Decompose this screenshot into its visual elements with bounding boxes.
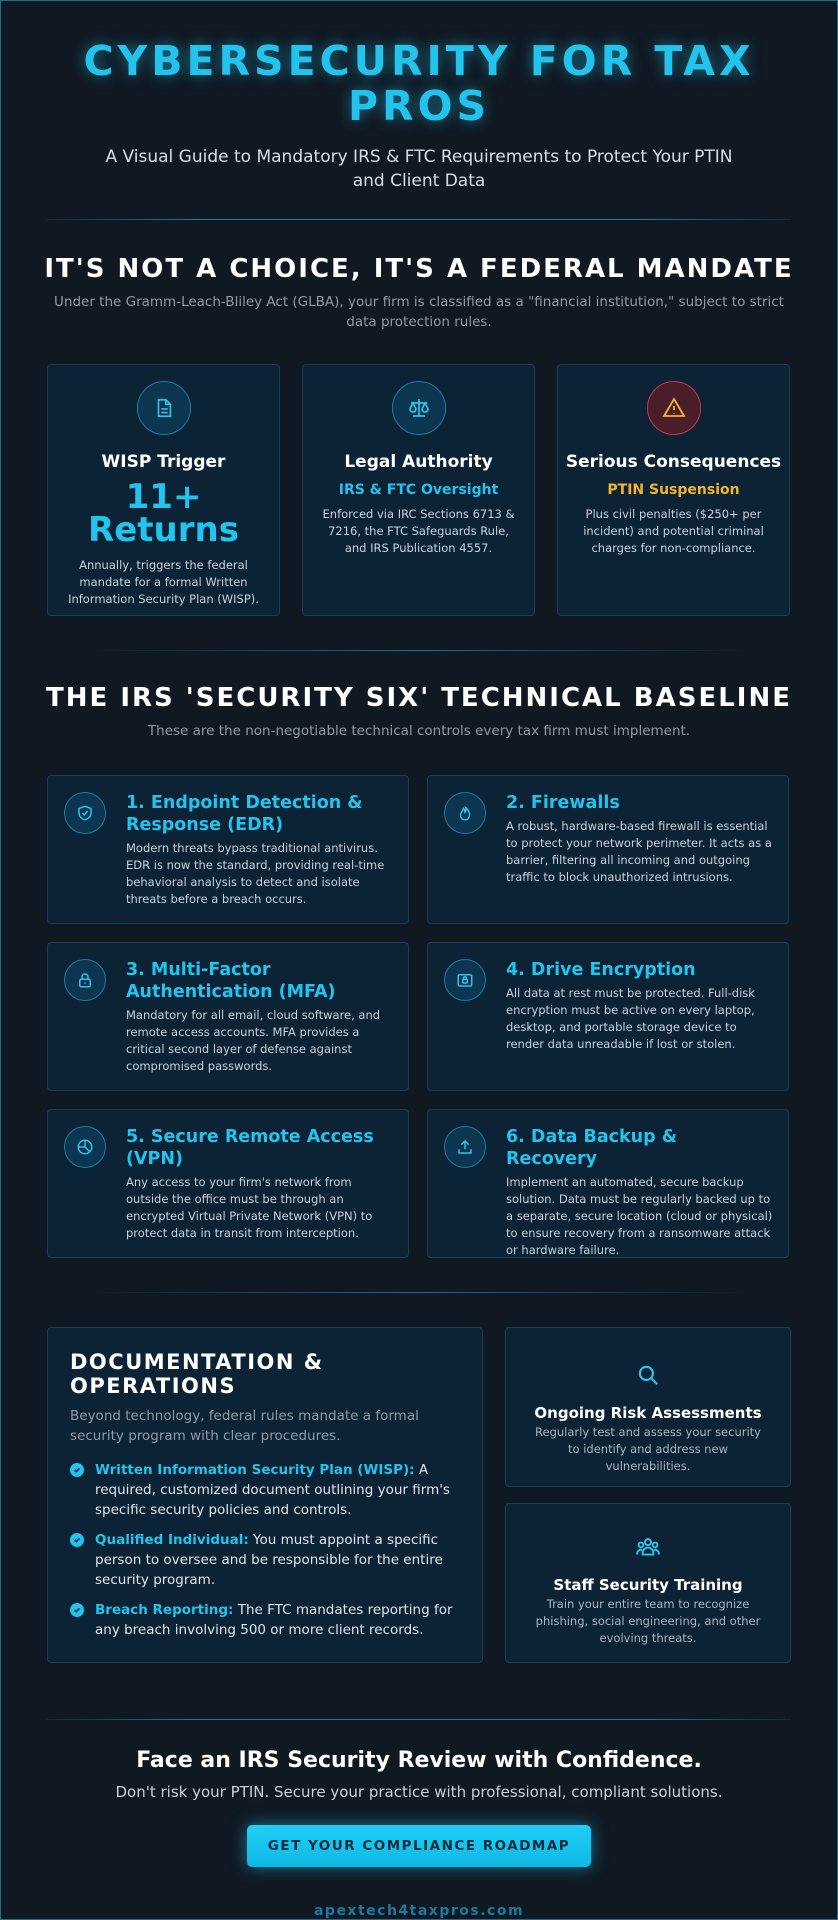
card-title: Ongoing Risk Assessments — [534, 1404, 762, 1422]
control-text: All data at rest must be protected. Full-disk encryption must be active on every laptop, desktop, and portable storage device to render data unreadable if lost or stolen. — [506, 986, 755, 1051]
upload-icon — [444, 1126, 486, 1168]
mandate-card-authority — [302, 364, 535, 616]
control-title: 3. Multi-Factor Authentication (MFA) — [126, 960, 336, 1002]
website-link[interactable]: apextech4taxpros.com — [313, 1903, 525, 1919]
control-text: Modern threats bypass traditional antivirus. EDR is now the standard, providing real-time behavioral analysis to detect and isolate threats before a breach occurs. — [126, 841, 385, 906]
card-text: Train your entire team to recognize phishing, social engineering, and other evolving threats. — [535, 1597, 761, 1645]
page-title: CYBERSECURITY FOR TAX PROS — [83, 37, 755, 130]
risk-assessment-card — [505, 1327, 791, 1487]
list-item — [70, 1530, 460, 1590]
item-text: The FTC mandates reporting for any breach involving 500 or more client records. — [95, 1602, 453, 1638]
card-title: WISP Trigger — [101, 452, 226, 472]
mandate-card-wisp — [47, 364, 280, 616]
check-icon — [70, 1603, 84, 1617]
list-item — [70, 1460, 460, 1520]
control-card-firewalls — [427, 775, 789, 924]
card-highlight: IRS & FTC Oversight — [338, 482, 499, 498]
item-label: Written Information Security Plan (WISP): — [95, 1462, 415, 1478]
item-text: You must appoint a specific person to oversee and be responsible for the entire security program. — [95, 1532, 443, 1588]
item-label: Breach Reporting: — [95, 1602, 234, 1618]
page-subtitle: A Visual Guide to Mandatory IRS & FTC Requirements to Protect Your PTIN and Client Data — [105, 147, 733, 191]
warning-icon — [647, 381, 701, 435]
operations-list — [70, 1460, 460, 1640]
check-icon — [70, 1463, 84, 1477]
section-subtitle: These are the non-negotiable technical controls every tax firm must implement. — [147, 723, 691, 739]
card-title: Staff Security Training — [553, 1576, 743, 1594]
control-text: Any access to your firm's network from outside the office must be through an encrypted Virtual Private Network (VPN) to protect data in transit from interception. — [126, 1175, 373, 1240]
control-title: 2. Firewalls — [506, 793, 620, 813]
card-text: Enforced via IRC Sections 6713 & 7216, the FTC Safeguards Rule, and IRS Publication 4557. — [322, 507, 515, 555]
card-text: Annually, triggers the federal mandate for a formal Written Information Security Plan (WISP). — [68, 558, 259, 606]
staff-training-card — [505, 1503, 791, 1663]
item-label: Qualified Individual: — [95, 1532, 249, 1548]
section-title: IT'S NOT A CHOICE, IT'S A FEDERAL MANDATE — [44, 254, 794, 284]
card-highlight: PTIN Suspension — [607, 482, 740, 498]
section-subtitle: Under the Gramm-Leach-Bliley Act (GLBA), your firm is classified as a "financial institution," subject to strict data protection rules. — [54, 294, 784, 330]
divider — [91, 1292, 747, 1293]
cta-subtitle: Don't risk your PTIN. Secure your practice with professional, compliant solutions. — [115, 1783, 723, 1801]
mandate-cards — [1, 364, 837, 616]
control-card-edr — [47, 775, 409, 924]
mandate-card-consequences — [557, 364, 790, 616]
shield-icon — [64, 792, 106, 834]
card-title: Serious Consequences — [565, 452, 782, 472]
search-icon — [506, 1362, 790, 1392]
control-card-vpn — [47, 1109, 409, 1258]
security-six-section — [1, 683, 837, 1258]
section-title: THE IRS 'SECURITY SIX' TECHNICAL BASELINE — [46, 683, 792, 713]
scales-icon — [392, 381, 446, 435]
mandate-section — [1, 254, 837, 616]
divider — [91, 650, 747, 651]
check-icon — [70, 1533, 84, 1547]
card-stat: 11+ Returns — [88, 477, 239, 550]
call-to-action — [1, 1748, 837, 1919]
control-text: Implement an automated, secure backup solution. Data must be regularly backed up to a separate, secure location (cloud or physical) to ensure recovery from a ransomware attack or hardware failure. — [506, 1175, 773, 1257]
control-title: 1. Endpoint Detection & Response (EDR) — [126, 793, 363, 835]
item-text: A required, customized document outlining your firm's specific security policies and controls. — [95, 1462, 450, 1518]
cta-title: Face an IRS Security Review with Confidence. — [136, 1748, 702, 1773]
hero — [1, 1, 837, 193]
control-card-mfa — [47, 942, 409, 1091]
operations-subtitle: Beyond technology, federal rules mandate a formal security program with clear procedures. — [70, 1408, 419, 1444]
operations-title: DOCUMENTATION & OPERATIONS — [70, 1350, 324, 1398]
operations-card — [47, 1327, 483, 1663]
divider — [47, 1719, 791, 1720]
control-text: A robust, hardware-based firewall is essential to protect your network perimeter. It acts as a barrier, filtering all incoming and outgoing traffic to block unauthorized intrusions. — [506, 819, 772, 884]
compliance-roadmap-button[interactable]: GET YOUR COMPLIANCE ROADMAP — [247, 1825, 591, 1867]
control-text: Mandatory for all email, cloud software, and remote access accounts. MFA provides a critical second layer of defense against compromised passwords. — [126, 1008, 381, 1073]
document-icon — [137, 381, 191, 435]
card-text: Regularly test and assess your security to identify and address new vulnerabilities. — [535, 1425, 761, 1473]
drive-lock-icon — [444, 959, 486, 1001]
control-title: 6. Data Backup & Recovery — [506, 1127, 678, 1169]
operations-side — [505, 1327, 791, 1663]
operations-section — [1, 1327, 837, 1663]
globe-lock-icon — [64, 1126, 106, 1168]
firewall-icon — [444, 792, 486, 834]
card-title: Legal Authority — [344, 452, 493, 472]
control-card-encryption — [427, 942, 789, 1091]
users-icon — [506, 1534, 790, 1564]
control-title: 4. Drive Encryption — [506, 960, 696, 980]
divider — [47, 219, 791, 220]
control-card-backup — [427, 1109, 789, 1258]
list-item — [70, 1600, 460, 1640]
card-text: Plus civil penalties ($250+ per incident) and potential criminal charges for non-compliance. — [583, 507, 764, 555]
control-title: 5. Secure Remote Access (VPN) — [126, 1127, 374, 1169]
security-six-grid — [1, 775, 837, 1258]
lock-icon — [64, 959, 106, 1001]
